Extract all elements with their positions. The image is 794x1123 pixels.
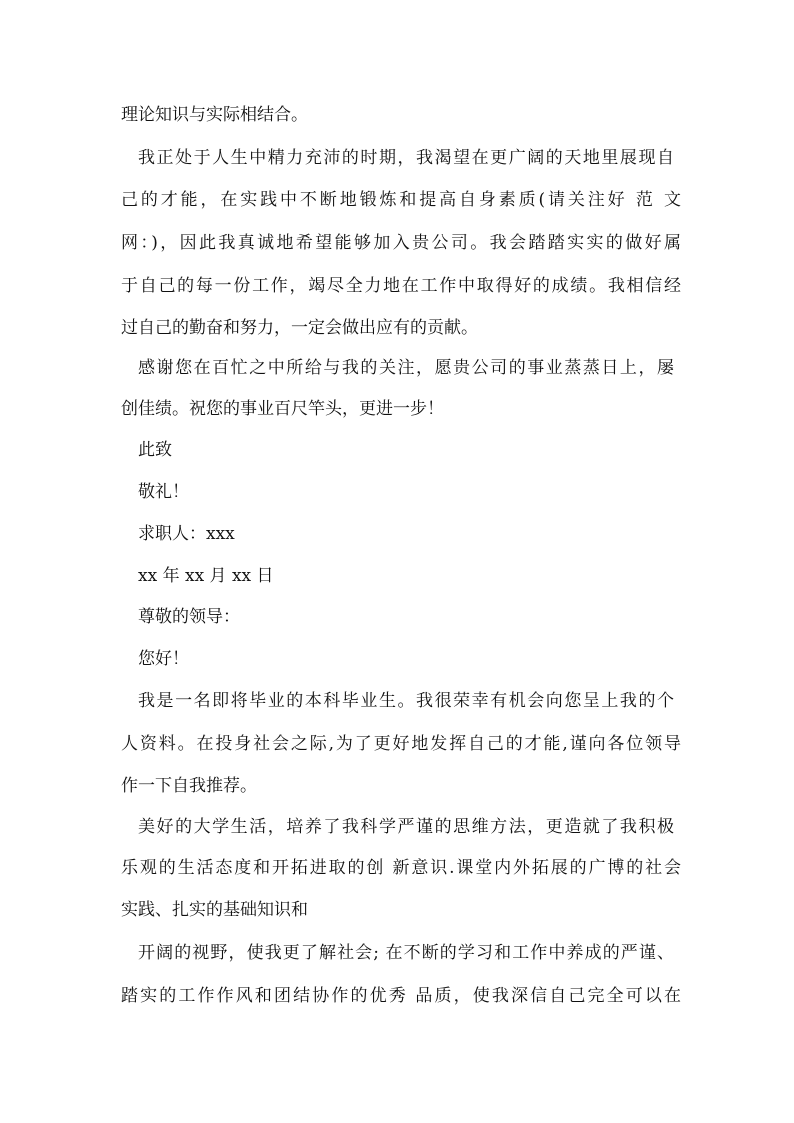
text-line: 踏实的工作作风和团结协作的优秀 品质，使我深信自己完全可以在 <box>121 986 681 1006</box>
text-line: 乐观的生活态度和开拓进取的创 新意识.课堂内外拓展的广博的社会 <box>121 858 681 878</box>
paragraph-line: 我正处于人生中精力充沛的时期，我渴望在更广阔的天地里展现自 <box>138 148 674 168</box>
text-line: 理论知识与实际相结合。 <box>121 105 308 125</box>
text-line: 网：)，因此我真诚地希望能够加入贵公司。我会踏踏实实的做好属 <box>121 233 681 253</box>
paragraph-line: 感谢您在百忙之中所给与我的关注，愿贵公司的事业蒸蒸日上，屡 <box>138 358 674 378</box>
paragraph-line: 我是一名即将毕业的本科毕业生。我很荣幸有机会向您呈上我的个 <box>138 691 674 711</box>
date-line: xx 年 xx 月 xx 日 <box>138 566 274 586</box>
text-line: 过自己的勤奋和努力，一定会做出应有的贡献。 <box>121 318 478 338</box>
text-line: 人资料。在投身社会之际,为了更好地发挥自己的才能,谨向各位领导 <box>121 734 681 754</box>
text-line: 于自己的每一份工作，竭尽全力地在工作中取得好的成绩。我相信经 <box>121 276 681 296</box>
paragraph-line: 开阔的视野，使我更了解社会; 在不断的学习和工作中养成的严谨、 <box>138 943 674 963</box>
paragraph-line: 美好的大学生活，培养了我科学严谨的思维方法，更造就了我积极 <box>138 817 674 837</box>
greeting-line: 您好！ <box>138 649 189 669</box>
salutation-closing: 敬礼！ <box>138 482 189 502</box>
applicant-name: 求职人：xxx <box>138 524 235 544</box>
text-line: 实践、扎实的基础知识和 <box>121 900 308 920</box>
text-line: 作一下自我推荐。 <box>121 776 257 796</box>
closing-phrase: 此致 <box>138 440 172 460</box>
greeting-heading: 尊敬的领导： <box>138 607 240 627</box>
text-line: 己的才能，在实践中不断地锻炼和提高自身素质(请关注好 范 文 <box>121 190 681 210</box>
text-line: 创佳绩。祝您的事业百尺竿头，更进一步！ <box>121 399 444 419</box>
